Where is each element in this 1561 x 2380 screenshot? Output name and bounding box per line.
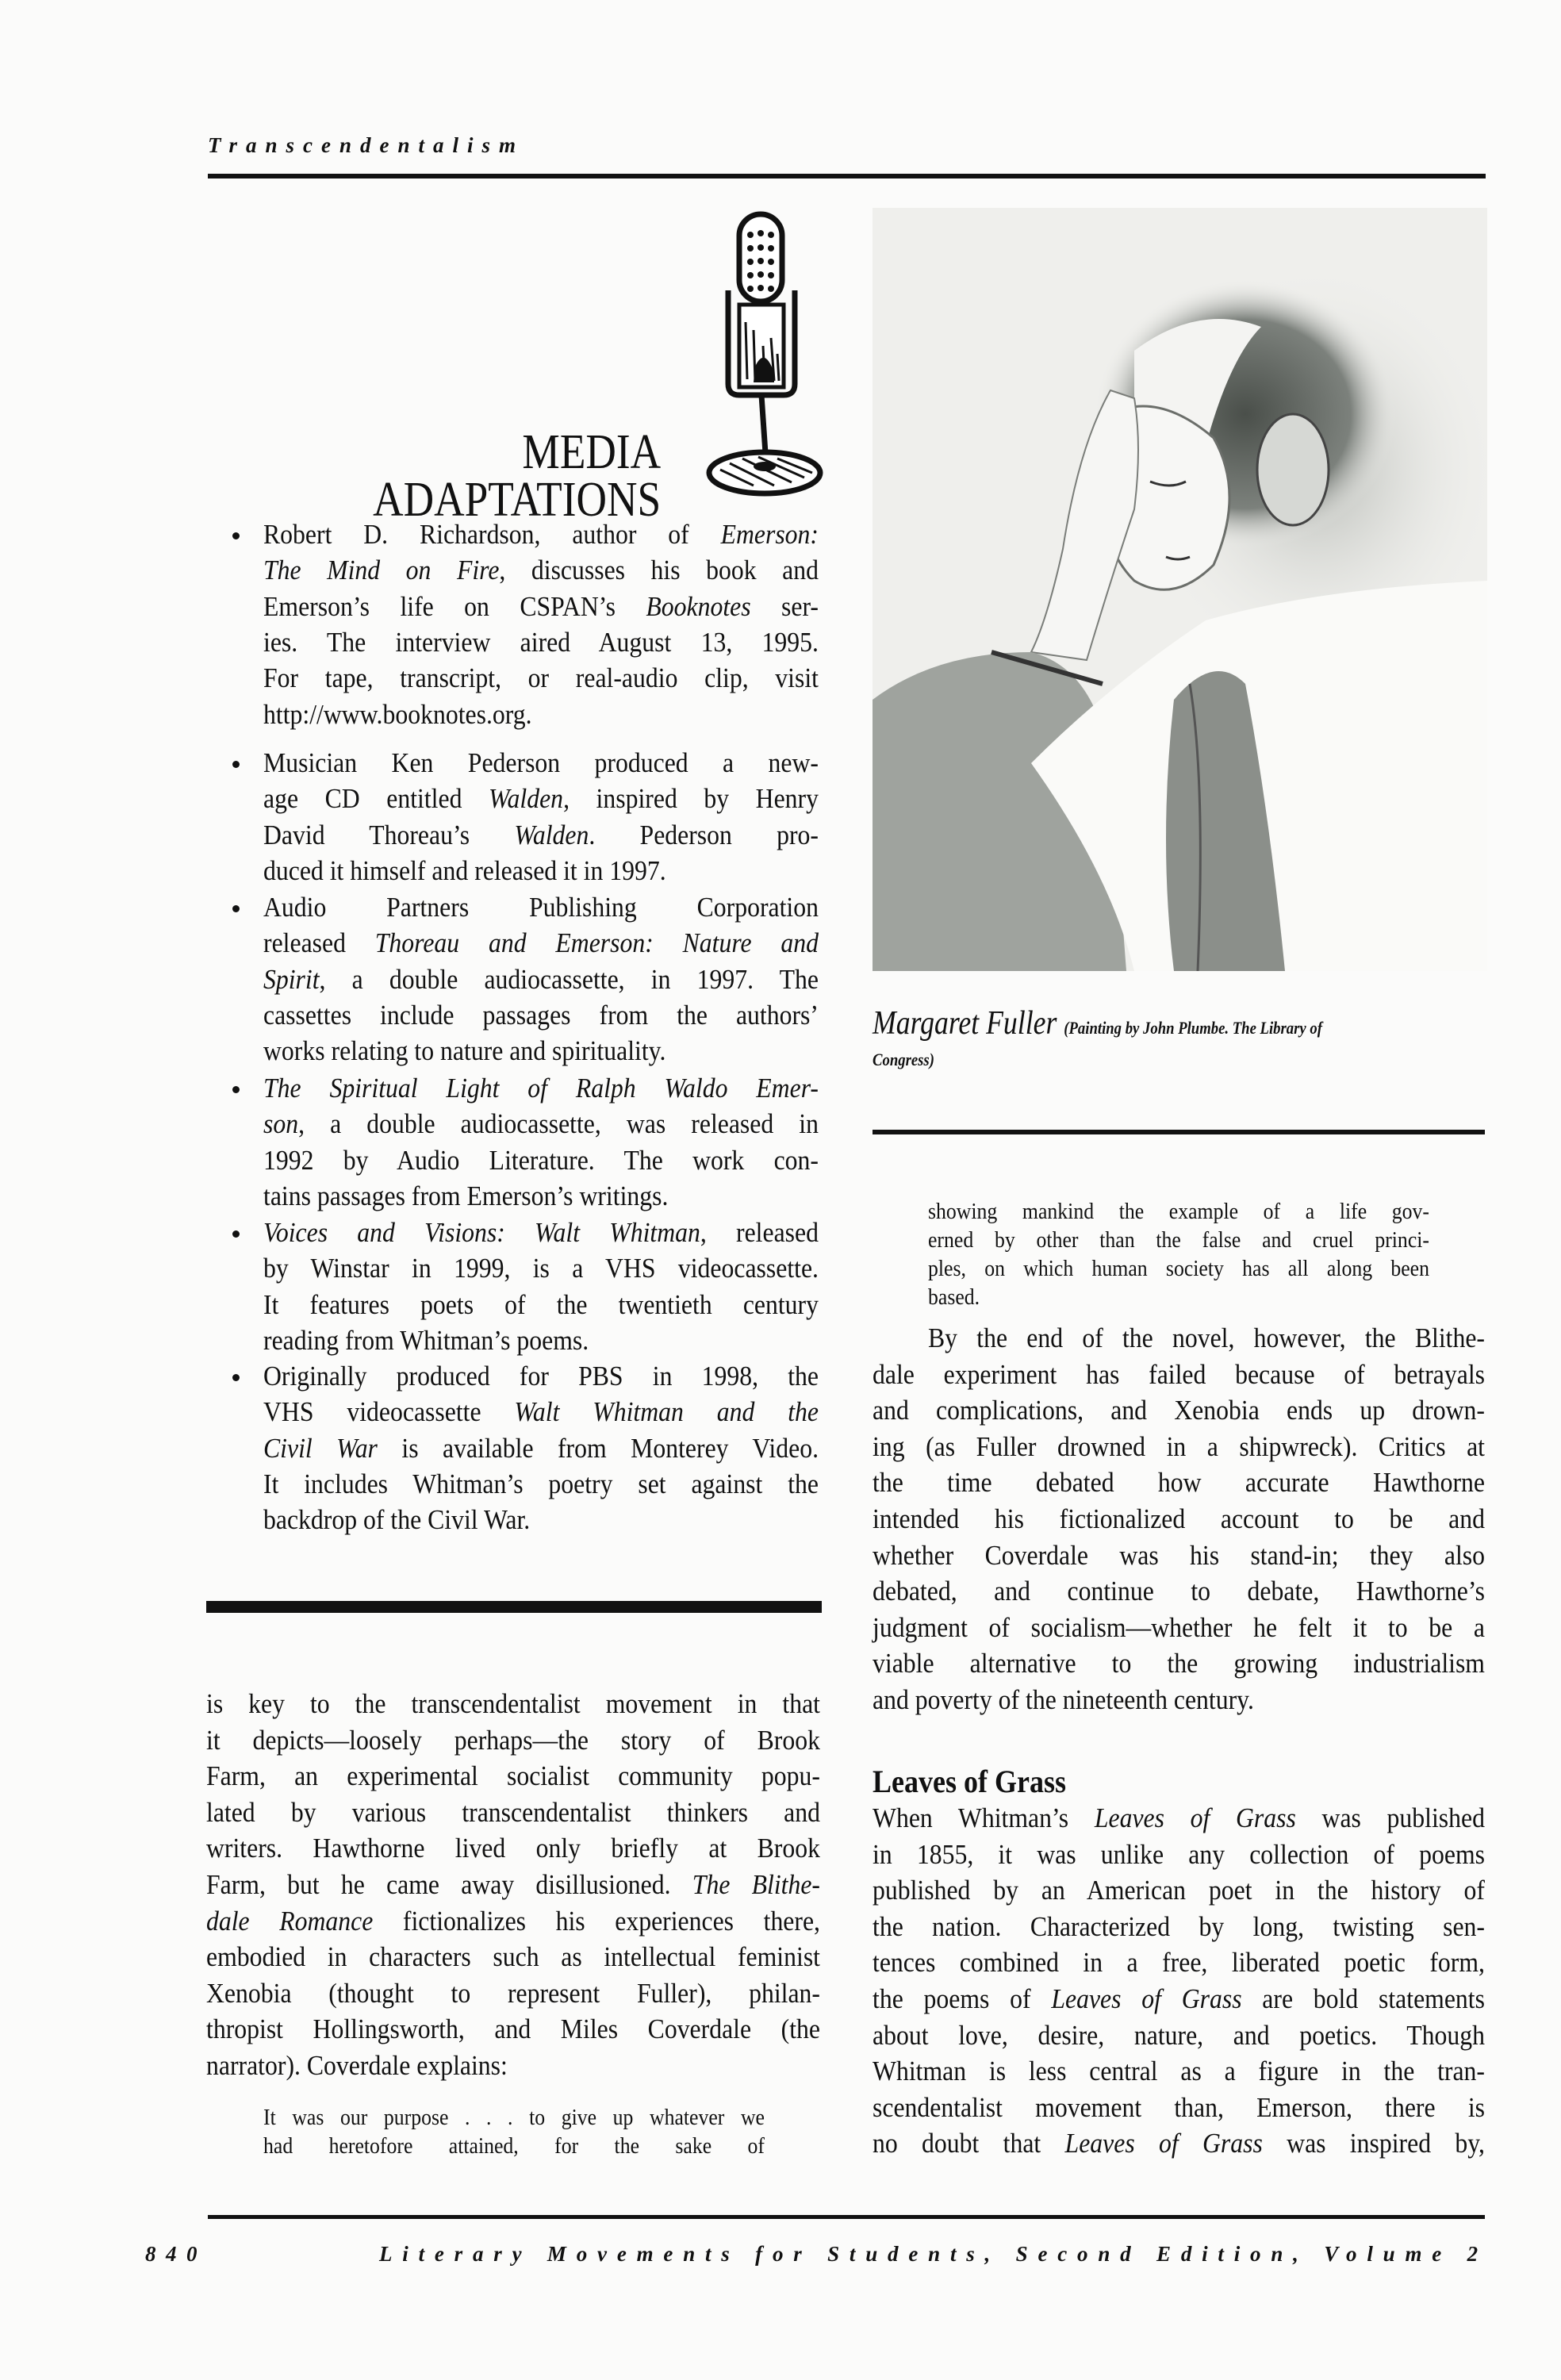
bullet-icon xyxy=(232,905,240,912)
bullet-item-line: It includes Whitman’s poetry set against the xyxy=(263,1468,819,1499)
bullet-item-line: 1992 by Audio Literature. The work con- xyxy=(263,1145,819,1176)
body-paragraph-line: writers. Hawthorne lived only briefly at Brook xyxy=(206,1833,820,1864)
caption-rule xyxy=(873,1130,1485,1134)
bullet-item-line: For tape, transcript, or real-audio clip, visit xyxy=(263,663,819,694)
body-paragraph-line: dale Romance fictionalizes his experiences there, xyxy=(206,1906,820,1937)
body-paragraph-line: whether Coverdale was his stand-in; they also xyxy=(873,1540,1485,1571)
book-title: Literary Movements for Students, Second Edition, Volume 2 xyxy=(379,2242,1488,2266)
body-paragraph-line: the nation. Characterized by long, twisting sen- xyxy=(873,1911,1485,1942)
body-paragraph-line: By the end of the novel, however, the Blithe- xyxy=(928,1323,1485,1353)
body-paragraph-line: Farm, but he came away disillusioned. The Blithe- xyxy=(206,1870,820,1900)
media-title-line1: MEDIA xyxy=(522,425,661,479)
page-number: 840 xyxy=(145,2242,207,2266)
block-quote-line: erned by other than the false and cruel princi- xyxy=(928,1228,1429,1253)
bullet-item-line: VHS videocassette Walt Whitman and the xyxy=(263,1397,819,1428)
body-paragraph-line: published by an American poet in the history of xyxy=(873,1875,1485,1906)
bullet-item-line: Audio Partners Publishing Corporation xyxy=(263,892,819,923)
body-paragraph-line: and complications, and Xenobia ends up drown- xyxy=(873,1395,1485,1426)
body-paragraph-line: and poverty of the nineteenth century. xyxy=(873,1685,1254,1715)
caption-subject-name: Margaret Fuller xyxy=(873,1005,1057,1042)
body-paragraph-line: embodied in characters such as intellectual feminist xyxy=(206,1942,820,1973)
bullet-item-line: age CD entitled Walden, inspired by Henry xyxy=(263,784,819,815)
body-paragraph-line: scendentalist movement than, Emerson, there is xyxy=(873,2092,1485,2123)
header-rule xyxy=(208,174,1486,178)
footer-rule xyxy=(208,2215,1485,2219)
body-paragraph-line: lated by various transcendentalist thinkers and xyxy=(206,1797,820,1828)
body-paragraph-line: debated, and continue to debate, Hawthorne’s xyxy=(873,1576,1485,1607)
bullet-item-line: The Spiritual Light of Ralph Waldo Emer- xyxy=(263,1073,819,1104)
bullet-item-line: duced it himself and released it in 1997. xyxy=(263,855,666,886)
block-quote-line: showing mankind the example of a life gov- xyxy=(928,1200,1429,1224)
body-paragraph-line: no doubt that Leaves of Grass was inspired by, xyxy=(873,2129,1485,2159)
bullet-item-line: Emerson’s life on CSPAN’s Booknotes ser- xyxy=(263,591,819,622)
section-heading-leaves-of-grass: Leaves of Grass xyxy=(873,1764,1066,1799)
microphone-icon xyxy=(698,211,829,501)
body-paragraph-line: in 1855, it was unlike any collection of poems xyxy=(873,1839,1485,1870)
margaret-fuller-portrait xyxy=(873,208,1487,971)
body-paragraph-line: is key to the transcendentalist movement in that xyxy=(206,1689,820,1719)
body-paragraph-line: tences combined in a free, liberated poetic form, xyxy=(873,1948,1485,1979)
body-paragraph-line: When Whitman’s Leaves of Grass was published xyxy=(873,1803,1485,1833)
running-head-title: Transcendentalism xyxy=(208,133,525,157)
body-paragraph-line: intended his fictionalized account to be and xyxy=(873,1504,1485,1534)
bullet-item-line: Spirit, a double audiocassette, in 1997. The xyxy=(263,964,819,995)
bullet-item-line: Originally produced for PBS in 1998, the xyxy=(263,1361,819,1392)
bullet-item-line: Civil War is available from Monterey Video. xyxy=(263,1433,819,1464)
bullet-item-line: by Winstar in 1999, is a VHS videocassette. xyxy=(263,1253,819,1284)
bullet-icon xyxy=(232,761,240,768)
bullet-icon xyxy=(232,532,240,539)
block-quote-line: ples, on which human society has all along been xyxy=(928,1257,1429,1281)
bullet-item-line: released Thoreau and Emerson: Nature and xyxy=(263,928,819,959)
bullet-item-line: Voices and Visions: Walt Whitman, released xyxy=(263,1218,819,1248)
bullet-item-line: Musician Ken Pederson produced a new- xyxy=(263,748,819,778)
body-paragraph-line: judgment of socialism—whether he felt it to be a xyxy=(873,1612,1485,1643)
bullet-icon xyxy=(232,1086,240,1093)
body-paragraph-line: Farm, an experimental socialist community popu- xyxy=(206,1761,820,1792)
bullet-item-line: son, a double audiocassette, was released in xyxy=(263,1109,819,1140)
bullet-item-line: http://www.booknotes.org. xyxy=(263,699,532,730)
body-paragraph-line: the time debated how accurate Hawthorne xyxy=(873,1468,1485,1499)
bullet-item-line: works relating to nature and spirituality. xyxy=(263,1036,666,1067)
figure-caption xyxy=(873,1004,1322,1042)
bullet-item-line: reading from Whitman’s poems. xyxy=(263,1325,589,1356)
bullet-item-line: backdrop of the Civil War. xyxy=(263,1505,531,1536)
bullet-item-line: David Thoreau’s Walden. Pederson pro- xyxy=(263,820,819,850)
caption-credit-continued: Congress) xyxy=(873,1050,934,1069)
block-quote-line: It was our purpose . . . to give up whatever we xyxy=(263,2106,765,2130)
sidebar-end-bar xyxy=(206,1601,822,1613)
body-paragraph-line: narrator). Coverdale explains: xyxy=(206,2051,508,2081)
bullet-item-line: It features poets of the twentieth century xyxy=(263,1289,819,1320)
body-paragraph-line: Whitman is less central as a figure in the tran- xyxy=(873,2056,1485,2087)
bullet-item-line: Robert D. Richardson, author of Emerson: xyxy=(263,520,819,550)
block-quote-line: had heretofore attained, for the sake of xyxy=(263,2134,765,2159)
body-paragraph-line: the poems of Leaves of Grass are bold statements xyxy=(873,1984,1485,2014)
body-paragraph-line: Xenobia (thought to represent Fuller), philan- xyxy=(206,1978,820,2009)
bullet-icon xyxy=(232,1230,240,1238)
bullet-item-line: tains passages from Emerson’s writings. xyxy=(263,1180,669,1211)
body-paragraph-line: dale experiment has failed because of betrayals xyxy=(873,1359,1485,1390)
bullet-item-line: ies. The interview aired August 13, 1995. xyxy=(263,627,819,658)
body-paragraph-line: about love, desire, nature, and poetics. Though xyxy=(873,2020,1485,2051)
bullet-item-line: cassettes include passages from the authors’ xyxy=(263,1000,819,1031)
media-title-line2: ADAPTATIONS xyxy=(372,473,661,527)
body-paragraph-line: viable alternative to the growing industrialism xyxy=(873,1649,1485,1679)
body-paragraph-line: thropist Hollingsworth, and Miles Coverdale (the xyxy=(206,2014,820,2045)
bullet-icon xyxy=(232,1374,240,1381)
body-paragraph-line: it depicts—loosely perhaps—the story of Brook xyxy=(206,1725,820,1756)
body-paragraph-line: ing (as Fuller drowned in a shipwreck). Critics at xyxy=(873,1431,1485,1462)
block-quote-line: based. xyxy=(928,1285,980,1310)
caption-credit: (Painting by John Plumbe. The Library of xyxy=(1064,1018,1322,1038)
bullet-item-line: The Mind on Fire, discusses his book and xyxy=(263,555,819,586)
media-adaptations-title xyxy=(372,425,661,527)
